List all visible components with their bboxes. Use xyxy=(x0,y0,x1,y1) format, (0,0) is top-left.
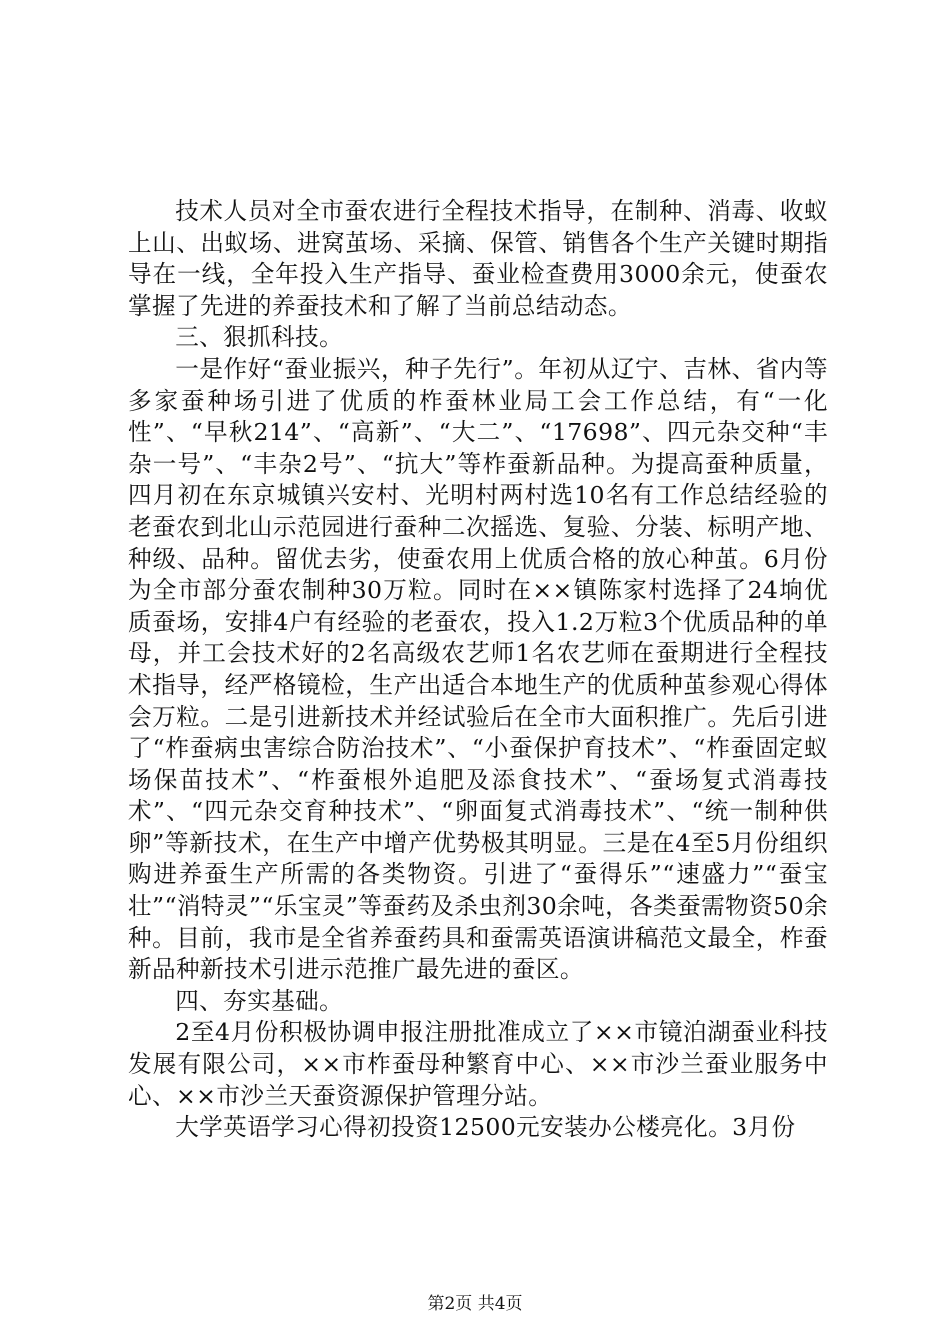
paragraph-foundation: 2至4月份积极协调申报注册批准成立了××市镜泊湖蚕业科技发展有限公司，××市柞蚕母种繁育中心、××市沙兰蚕业服务中心、××市沙兰天蚕资源保护管理分站。 xyxy=(128,1018,828,1110)
heading-science-technology: 三、狠抓科技。 xyxy=(175,323,344,352)
paragraph-investment: 大学英语学习心得初投资12500元安装办公楼亮化。3月份 xyxy=(175,1113,796,1142)
page-number: 第2页 xyxy=(427,1294,473,1314)
page-total: 共4页 xyxy=(477,1294,523,1314)
heading-foundation: 四、夯实基础。 xyxy=(175,986,344,1015)
paragraph-technical-guidance: 技术人员对全市蚕农进行全程技术指导，在制种、消毒、收蚁上山、出蚁场、进窝茧场、采摘、保管、销售各个生产关键时期指导在一线，全年投入生产指导、蚕业检查费用3000余元，使蚕农掌握了先进的养蚕技术和了解了当前总结动态。 xyxy=(128,197,828,320)
page-footer xyxy=(0,1294,950,1314)
document-body xyxy=(128,196,828,1144)
paragraph-science-technology: 一是作好“蚕业振兴，种子先行”。年初从辽宁、吉林、省内等多家蚕种场引进了优质的柞蚕林业局工会工作总结，有“一化性”、“早秋214”、“高新”、“大二”、“17698”、四元杂交种“丰杂一号”、“丰杂2号”、“抗大”等柞蚕新品种。为提高蚕种质量，四月初在东京城镇兴安村、光明村两村选10名有工作总结经验的老蚕农到北山示范园进行蚕种二次摇选、复验、分装、标明产地、种级、品种。留优去劣，使蚕农用上优质合格的放心种茧。6月份为全市部分蚕农制种30万粒。同时在××镇陈家村选择了24垧优质蚕场，安排4户有经验的老蚕农，投入1.2万粒3个优质品种的单母，并工会技术好的2名高级农艺师1名农艺师在蚕期进行全程技术指导，经严格镜检，生产出适合本地生产的优质种茧参观心得体会万粒。二是引进新技术并经试验后在全市大面积推广。先后引进了“柞蚕病虫害综合防治技术”、“小蚕保护育技术”、“柞蚕固定蚁场保苗技术”、“柞蚕根外追肥及添食技术”、“蚕场复式消毒技术”、“四元杂交育种技术”、“卵面复式消毒技术”、“统一制种供卵”等新技术，在生产中增产优势极其明显。三是在4至5月份组织购进养蚕生产所需的各类物资。引进了“蚕得乐”“速盛力”“蚕宝壮”“消特灵”“乐宝灵”等蚕药及杀虫剂30余吨，各类蚕需物资50余种。目前，我市是全省养蚕药具和蚕需英语演讲稿范文最全，柞蚕新品种新技术引进示范推广最先进的蚕区。 xyxy=(128,354,828,984)
